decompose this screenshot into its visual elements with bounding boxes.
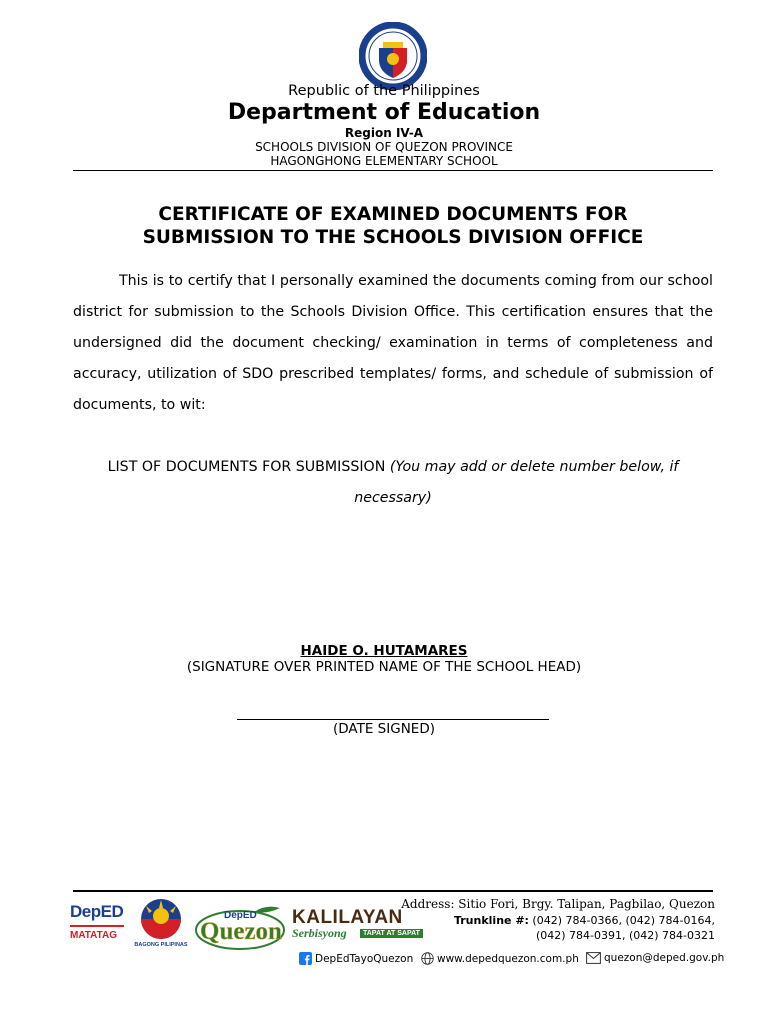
title-line-2: SUBMISSION TO THE SCHOOLS DIVISION OFFICE	[142, 227, 644, 248]
facebook-icon	[299, 952, 312, 965]
trunkline-label: Trunkline #:	[453, 914, 529, 927]
trunkline-row-1	[454, 913, 715, 928]
bagong-pilipinas-text: BAGONG PILIPINAS	[134, 942, 188, 948]
website-contact[interactable]	[421, 952, 579, 965]
trunkline-numbers-1: (042) 784-0366, (042) 784-0164,	[528, 914, 715, 927]
globe-icon	[421, 952, 434, 965]
kalilayan-tag-text: TAPAT AT SAPAT	[360, 929, 423, 938]
deped-logo-text: DepED	[70, 902, 124, 921]
region-label: Region IV-A	[344, 126, 424, 140]
envelope-icon	[586, 952, 601, 964]
division-label: SCHOOLS DIVISION OF QUEZON PROVINCE	[255, 140, 513, 154]
school-name: HAGONGHONG ELEMENTARY SCHOOL	[270, 154, 498, 168]
date-signed-caption: (DATE SIGNED)	[333, 721, 435, 737]
kalilayan-text: KALILAYAN	[292, 907, 403, 928]
facebook-handle: DepEdTayoQuezon	[315, 952, 414, 965]
kalilayan-script-text: Serbisyong	[292, 926, 347, 940]
list-label: LIST OF DOCUMENTS FOR SUBMISSION	[107, 459, 390, 475]
header-divider	[73, 170, 713, 171]
website-url: www.depedquezon.com.ph	[437, 952, 579, 965]
email-address: quezon@deped.gov.ph	[604, 952, 725, 964]
school-head-name: HAIDE O. HUTAMARES	[300, 643, 468, 659]
quezon-big-text: Quezon	[200, 918, 282, 945]
email-contact[interactable]	[586, 952, 724, 964]
footer-divider	[73, 890, 713, 892]
quezon-small-text: DepED	[224, 910, 257, 921]
facebook-contact[interactable]	[299, 952, 413, 965]
certification-paragraph: This is to certify that I personally examined the documents coming from our school district for submission to the Schools Division Office. This certification ensures that the undersigned did the document checking/ examination in terms of completeness and accuracy, utilization of SDO prescribed templates/ forms, and schedule of submission of documents, to wit:	[73, 273, 713, 413]
list-note: (You may add or delete number below, if necessary)	[354, 459, 679, 506]
matatag-text: MATATAG	[70, 930, 118, 941]
documents-list-heading	[73, 452, 713, 514]
kalilayan-logo	[290, 907, 434, 947]
date-signed-line	[237, 719, 549, 720]
deped-seal-icon	[359, 22, 427, 90]
footer-address: Address: Sitio Fori, Brgy. Talipan, Pagbilao, Quezon	[401, 897, 715, 911]
title-line-1: CERTIFICATE OF EXAMINED DOCUMENTS FOR	[158, 204, 628, 225]
republic-label: Republic of the Philippines	[288, 83, 480, 99]
bagong-pilipinas-logo	[132, 898, 190, 950]
certificate-title	[73, 203, 713, 249]
deped-quezon-logo	[194, 904, 286, 950]
department-title: Department of Education	[227, 100, 541, 125]
bagong-pilipinas-emblem-icon	[138, 898, 184, 940]
trunkline-numbers-2: (042) 784-0391, (042) 784-0321	[535, 929, 715, 942]
deped-logo-bar	[70, 925, 124, 927]
deped-matatag-logo	[70, 902, 126, 950]
signature-caption: (SIGNATURE OVER PRINTED NAME OF THE SCHOOL HEAD)	[186, 659, 582, 675]
